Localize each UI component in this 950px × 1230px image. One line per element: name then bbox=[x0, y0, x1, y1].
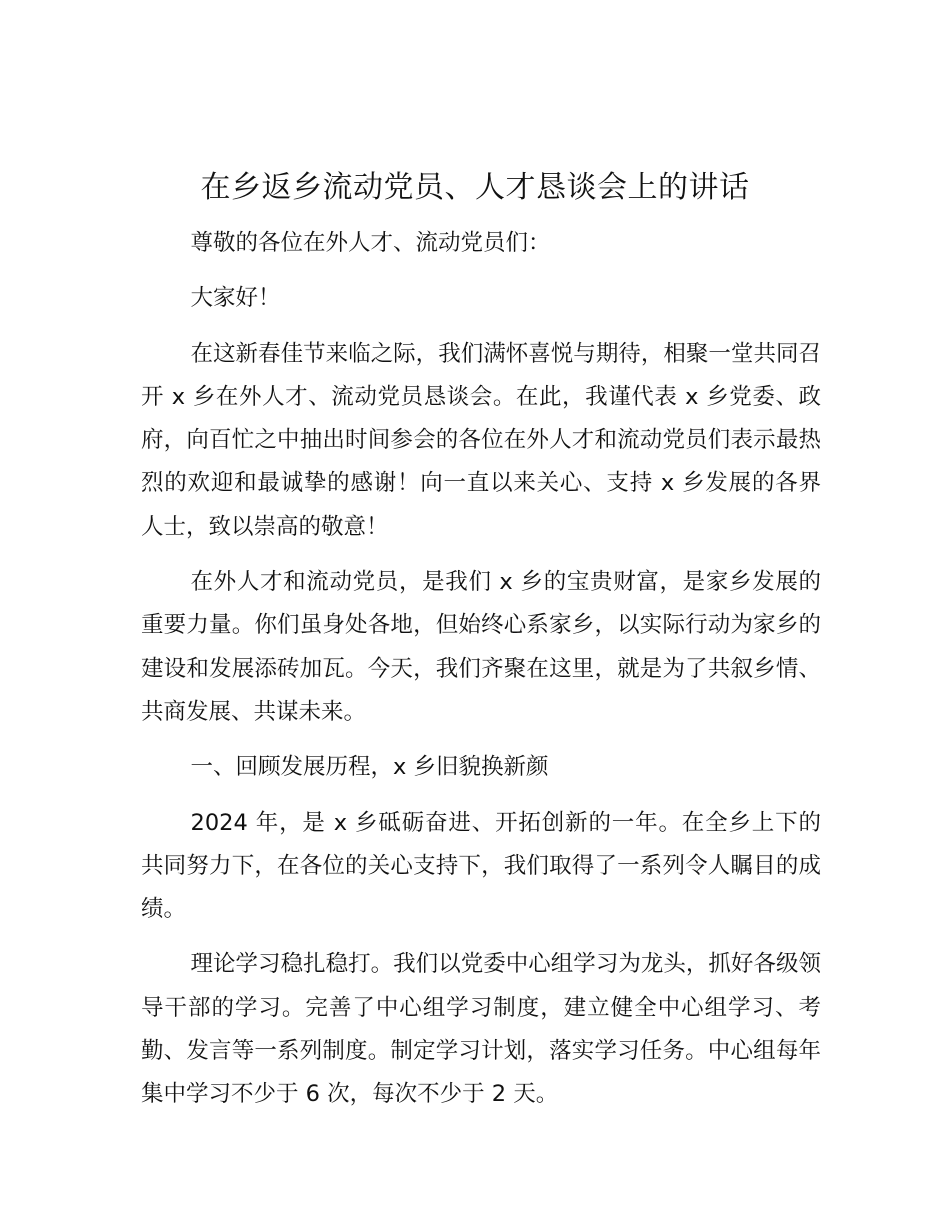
greeting: 大家好！ bbox=[190, 285, 281, 312]
paragraph-2024-review: 2024 年，是 x 乡砥砺奋进、开拓创新的一年。在全乡上下的共同努力下，在各位的关心支持下，我们取得了一系列令人瞩目的成绩。 bbox=[141, 809, 821, 923]
document-title: 在乡返乡流动党员、人才恳谈会上的讲话 bbox=[200, 170, 750, 205]
paragraph-theory-study: 理论学习稳扎稳打。我们以党委中心组学习为龙头，抓好各级领导干部的学习。完善了中心组学习制度，建立健全中心组学习、考勤、发言等一系列制度。制定学习计划，落实学习任务。中心组每年集中学习不少于 6 次，每次不少于 2 天。 bbox=[141, 951, 821, 1108]
salutation: 尊敬的各位在外人才、流动党员们： bbox=[190, 230, 551, 256]
paragraph-welcome: 在这新春佳节来临之际，我们满怀喜悦与期待，相聚一堂共同召开 x 乡在外人才、流动党员恳谈会。在此，我谨代表 x 乡党委、政府，向百忙之中抽出时间参会的各位在外人才和流动党员们表示最热烈的欢迎和最诚挚的感谢！向一直以来关心、支持 x 乡发展的各界人士，致以崇高的敬意！ bbox=[141, 340, 821, 540]
paragraph-talent-value: 在外人才和流动党员，是我们 x 乡的宝贵财富，是家乡发展的重要力量。你们虽身处各地，但始终心系家乡，以实际行动为家乡的建设和发展添砖加瓦。今天，我们齐聚在这里，就是为了共叙乡情、共商发展、共谋未来。 bbox=[141, 569, 821, 725]
document-body bbox=[141, 222, 821, 1117]
section-heading-1: 一、回顾发展历程，x 乡旧貌换新颜 bbox=[190, 754, 549, 781]
